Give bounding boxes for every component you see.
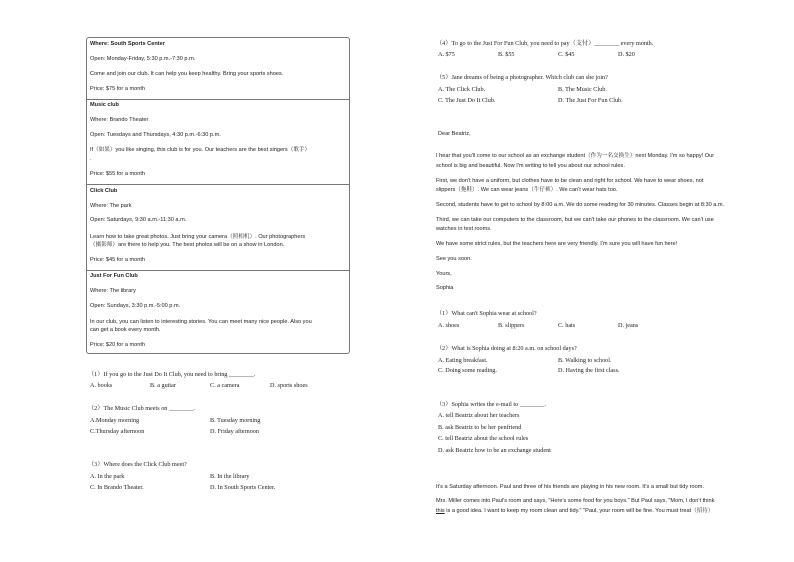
story-paragraph <box>436 507 714 515</box>
question-stem: （1）If you go to the Just Do It Club, you need to bring ________. <box>88 371 256 378</box>
letter-greeting: Dear Beatriz, <box>438 131 471 137</box>
question-stem: （3）Sophia writes the e-mail to ________. <box>436 401 546 408</box>
story-paragraph: It's a Saturday afternoon. Paul and three of his friends are playing in his new room. It's a small but tidy room. <box>436 484 704 490</box>
option: D. $20 <box>618 51 635 58</box>
option: D. jeans <box>618 322 639 329</box>
option: A. shoes <box>438 322 460 329</box>
club-name: Click Club <box>90 188 118 194</box>
option: D. sports shoes <box>270 382 308 389</box>
table-divider <box>86 184 350 185</box>
club-description: . <box>90 156 92 162</box>
club-description: If（如果）you like singing, this club is for you. Our teachers are the best singers（歌手） <box>90 147 311 153</box>
option: C. The Just Do It Club. <box>438 97 496 104</box>
option: B. The Music Club. <box>558 86 607 93</box>
option: C. a camera <box>210 382 240 389</box>
question-stem: （5）Jane dreams of being a photographer. Which club can she join? <box>436 74 608 81</box>
underlined-word: this <box>436 508 445 514</box>
letter-paragraph: We have some strict rules, but the teachers here are very friendly. I'm sure you will have fun here! <box>436 241 678 247</box>
club-open: Open: Tuesdays and Thursdays, 4:30 p.m.-6:30 p.m. <box>90 132 221 138</box>
option: A. books <box>90 382 113 389</box>
club-where: Where: South Sports Center <box>90 41 165 47</box>
club-description: Learn how to take great photos. Just bring your camera（照相机）. Our photographers <box>90 234 306 240</box>
club-price: Price: $20 for a month <box>90 342 146 348</box>
club-open: Open: Monday-Friday, 5:30 p.m.-7:30 p.m. <box>90 56 196 62</box>
club-description: can get a book every month. <box>90 327 161 333</box>
letter-paragraph: watches in test rooms. <box>436 226 492 232</box>
option: B. In the library <box>210 473 250 480</box>
club-where: Where: The library <box>90 288 136 294</box>
letter-signature: Sophia <box>436 285 454 291</box>
option: D. ask Beatriz how to be an exchange student <box>438 447 551 454</box>
club-price: Price: $55 for a month <box>90 171 146 177</box>
letter-paragraph: Second, students have to get to school by 8:00 a.m. We do some reading for 30 minutes. Classes begin at 8:30 a.m. <box>436 202 725 208</box>
option: C. hats <box>558 322 576 329</box>
option: C.Thursday afternoon <box>90 428 145 435</box>
club-description: Come and join our club. It can help you keep healthy. Bring your sports shoes. <box>90 71 284 77</box>
option: C. tell Beatriz about the school rules <box>438 435 529 442</box>
club-name: Music club <box>90 102 119 108</box>
letter-paragraph: slippers（拖鞋）. We can wear jeans（牛仔裤）. We can't wear hats too. <box>436 187 618 193</box>
option: C. In Brando Theater. <box>90 484 144 491</box>
letter-paragraph: First, we don't have a uniform, but clothes have to be clean and right for school. We have to wear shoes, not <box>436 178 704 184</box>
question-stem: （4）To go to the Just For Fun Club, you need to pay（支付）________ every month. <box>436 40 654 47</box>
option: C. Doing some reading. <box>438 367 497 374</box>
option: A. In the park <box>90 473 125 480</box>
question-stem: （2）What is Sophia doing at 8:20 a.m. on school days? <box>436 345 577 352</box>
option: A. The Click Club. <box>438 86 486 93</box>
club-price: Price: $75 for a month <box>90 86 146 92</box>
option: B. Walking to school. <box>558 357 612 364</box>
table-divider <box>86 99 350 100</box>
club-description: （摄影师）are there to help you. The best photos will be on a show in London. <box>90 242 285 248</box>
option: A. tell Beatriz about her teachers <box>438 412 520 419</box>
question-stem: （2）The Music Club meets on ________. <box>88 405 196 412</box>
club-open: Open: Saturdays, 9:30 a.m.-11:30 a.m. <box>90 217 187 223</box>
option: D. Having the first class. <box>558 367 620 374</box>
option: D. In South Sports Center. <box>210 484 276 491</box>
option: D. The Just For Fun Club. <box>558 97 623 104</box>
option: B. Tuesday morning <box>210 417 261 424</box>
story-paragraph: Mrs. Miller comes into Paul's room and says, "Here's some food for you boys." But Paul says, "Mom, I don't think <box>436 498 715 504</box>
letter-paragraph: I hear that you'll come to our school as an exchange student（作为一名交换生）next Monday. I'm so happy! Our <box>436 153 715 159</box>
club-description: In our club, you can listen to interesting stories. You can meet many nice people. Also you <box>90 319 312 325</box>
letter-paragraph: Third, we can take our computers to the classroom, but we can't take our phones to the classroom. We can't use <box>436 217 714 223</box>
story-text: is a good idea. I want to keep my room clean and tidy." "Paul, your room will be fine. You must treat（招待） <box>444 508 714 514</box>
option: A. $75 <box>438 51 455 58</box>
letter-paragraph: school is big and beautiful. Now I'm writing to tell you about our school rules. <box>436 163 625 169</box>
option: B. a guitar <box>150 382 176 389</box>
club-price: Price: $45 for a month <box>90 257 146 263</box>
club-open: Open: Sundays, 3:30 p.m.-5:00 p.m. <box>90 303 181 309</box>
letter-closing: Yours, <box>436 271 452 277</box>
option: A. Eating breakfast. <box>438 357 488 364</box>
option: A.Monday morning <box>90 417 140 424</box>
option: B. $55 <box>498 51 515 58</box>
option: B. slippers <box>498 322 525 329</box>
option: D. Friday afternoon <box>210 428 259 435</box>
table-divider <box>86 270 350 271</box>
club-where: Where: Brando Theater <box>90 117 149 123</box>
question-stem: （1）What can't Sophia wear at school? <box>436 310 537 317</box>
option: C. $45 <box>558 51 575 58</box>
club-where: Where: The park <box>90 203 132 209</box>
option: B. ask Beatriz to be her penfriend <box>438 424 522 431</box>
club-name: Just For Fun Club <box>90 273 138 279</box>
question-stem: （3）Where does the Click Club meet? <box>88 461 187 468</box>
letter-closing: See you soon. <box>436 256 472 262</box>
